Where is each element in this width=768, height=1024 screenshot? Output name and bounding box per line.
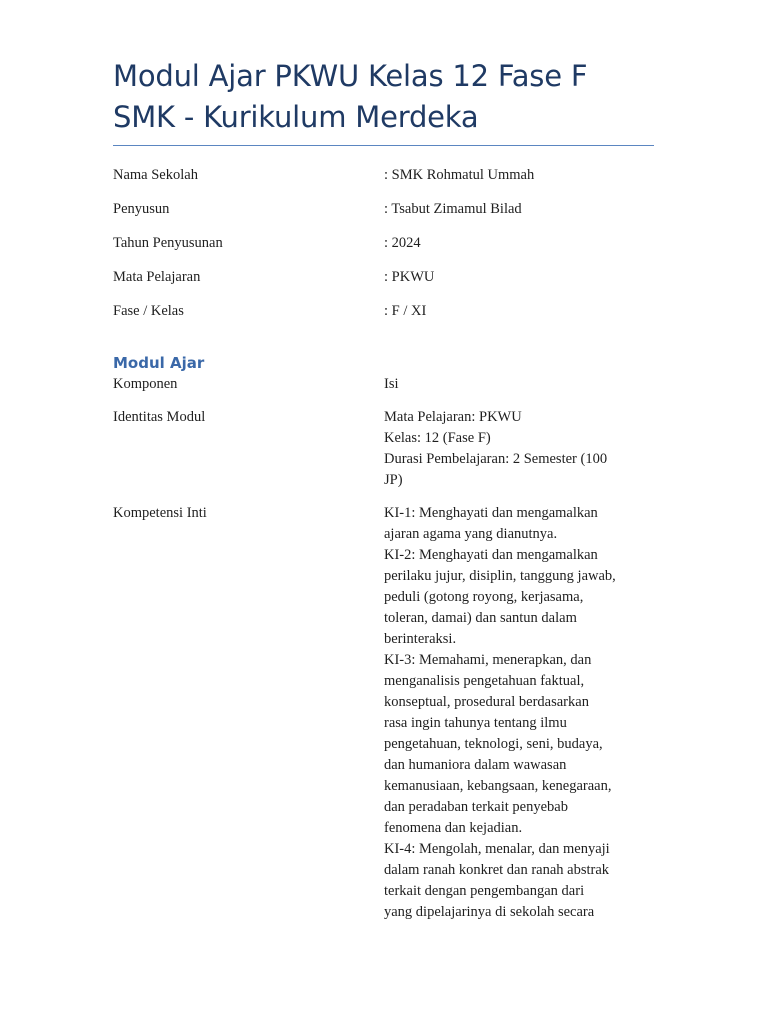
info-label: Mata Pelajaran <box>113 269 201 285</box>
info-value: : PKWU <box>384 269 435 285</box>
component-content <box>384 503 646 923</box>
info-value: : Tsabut Zimamul Bilad <box>384 201 522 217</box>
info-row-penyusun <box>113 199 654 233</box>
info-row-mata-pelajaran <box>113 267 654 301</box>
document-page <box>113 56 654 935</box>
title-divider <box>113 145 654 146</box>
content-line: yang dipelajarinya di sekolah secara <box>384 904 595 920</box>
content-line: toleran, damai) dan santun dalam <box>384 610 577 626</box>
content-line: KI-2: Menghayati dan mengamalkan <box>384 547 598 563</box>
content-line: terkait dengan pengembangan dari <box>384 883 585 899</box>
component-label: Kompetensi Inti <box>113 505 207 521</box>
column-header-isi: Isi <box>384 376 399 392</box>
content-line: ajaran agama yang dianutnya. <box>384 526 558 542</box>
section-heading-modul-ajar: Modul Ajar <box>113 354 205 372</box>
info-label: Fase / Kelas <box>113 303 184 319</box>
info-value: : SMK Rohmatul Ummah <box>384 167 535 183</box>
modul-row-kompetensi-inti <box>113 503 654 923</box>
content-line: Kelas: 12 (Fase F) <box>384 430 491 446</box>
content-line: dalam ranah konkret dan ranah abstrak <box>384 862 610 878</box>
content-line: KI-1: Menghayati dan mengamalkan <box>384 505 598 521</box>
info-label: Nama Sekolah <box>113 167 198 183</box>
content-line: Mata Pelajaran: PKWU <box>384 409 522 425</box>
component-label: Identitas Modul <box>113 409 206 425</box>
info-row-fase-kelas <box>113 301 654 335</box>
info-value: : F / XI <box>384 303 427 319</box>
component-content <box>384 407 646 491</box>
content-line: fenomena dan kejadian. <box>384 820 523 836</box>
info-row-tahun-penyusunan <box>113 233 654 267</box>
content-line: dan humaniora dalam wawasan <box>384 757 567 773</box>
modul-header-row <box>113 374 654 395</box>
content-line: Durasi Pembelajaran: 2 Semester (100 <box>384 451 608 467</box>
content-line: dan peradaban terkait penyebab <box>384 799 568 815</box>
content-line: rasa ingin tahunya tentang ilmu <box>384 715 567 731</box>
content-line: pengetahuan, teknologi, seni, budaya, <box>384 736 603 752</box>
content-line: JP) <box>384 472 403 488</box>
info-value: : 2024 <box>384 235 421 251</box>
info-label: Penyusun <box>113 201 170 217</box>
info-row-nama-sekolah <box>113 165 654 199</box>
modul-table <box>113 374 654 923</box>
modul-row-identitas <box>113 407 654 491</box>
column-header-komponen: Komponen <box>113 376 178 392</box>
info-table <box>113 165 654 335</box>
document-title: Modul Ajar PKWU Kelas 12 Fase F SMK - Kurikulum Merdeka <box>113 59 588 134</box>
content-line: menganalisis pengetahuan faktual, <box>384 673 585 689</box>
content-line: peduli (gotong royong, kerjasama, <box>384 589 584 605</box>
content-line: konseptual, prosedural berdasarkan <box>384 694 589 710</box>
content-line: KI-3: Memahami, menerapkan, dan <box>384 652 592 668</box>
info-label: Tahun Penyusunan <box>113 235 223 251</box>
content-line: KI-4: Mengolah, menalar, dan menyaji <box>384 841 610 857</box>
content-line: kemanusiaan, kebangsaan, kenegaraan, <box>384 778 612 794</box>
content-line: berinteraksi. <box>384 631 457 647</box>
content-line: perilaku jujur, disiplin, tanggung jawab, <box>384 568 616 584</box>
